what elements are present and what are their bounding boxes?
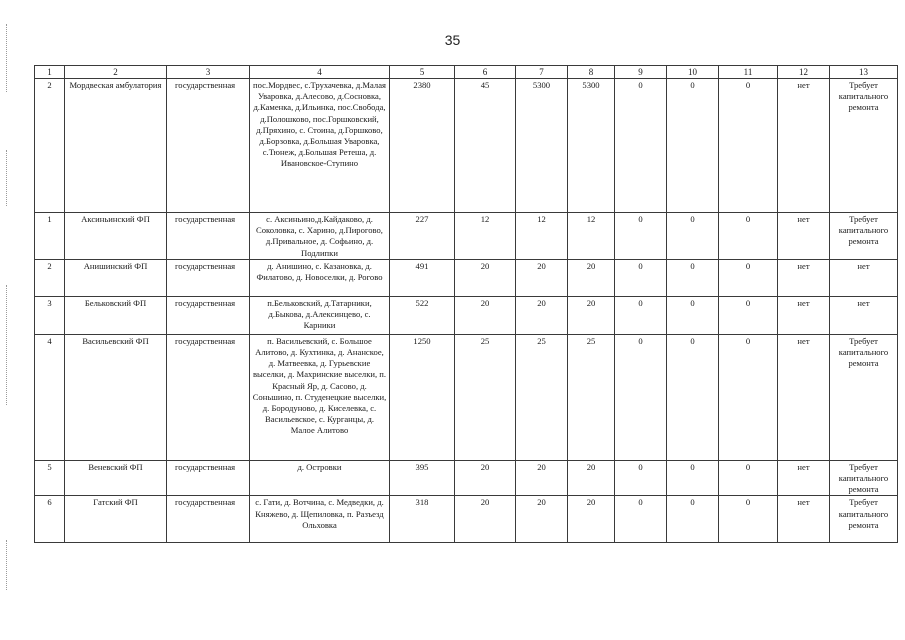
cell-value: 0 xyxy=(719,259,778,296)
cell-value: 0 xyxy=(615,460,667,496)
cell-value: 0 xyxy=(719,296,778,334)
cell-value: 0 xyxy=(615,79,667,213)
cell-value: 0 xyxy=(667,296,719,334)
column-number: 12 xyxy=(778,66,830,79)
row-index: 5 xyxy=(35,460,65,496)
ownership: государственная xyxy=(167,496,250,543)
cell-value: 20 xyxy=(455,460,516,496)
cell-value: 0 xyxy=(719,460,778,496)
settlements: с. Аксиньино,д.Кайдаково, д. Соколовка, с. Харино, д.Пирогово, д.Привальное, д. Софьино, д. Подлипки xyxy=(250,213,390,260)
column-number: 4 xyxy=(250,66,390,79)
table-row xyxy=(35,460,898,496)
cell-value: нет xyxy=(778,460,830,496)
cell-value: 20 xyxy=(568,259,615,296)
settlements: д. Анишино, с. Казановка, д. Филатово, д. Новоселки, д. Рогово xyxy=(250,259,390,296)
column-number-row xyxy=(35,66,898,79)
cell-value: 1250 xyxy=(390,334,455,460)
cell-value: 522 xyxy=(390,296,455,334)
cell-value: нет xyxy=(778,334,830,460)
margin-dotted-line xyxy=(6,150,8,206)
cell-value: 0 xyxy=(667,460,719,496)
row-index: 3 xyxy=(35,296,65,334)
cell-value: 0 xyxy=(615,259,667,296)
margin-dotted-line xyxy=(6,540,8,590)
table-row xyxy=(35,79,898,213)
cell-value: 20 xyxy=(455,259,516,296)
condition: нет xyxy=(830,296,898,334)
settlements: п.Бельковский, д.Татарники, д.Быкова, д.Алексинцево, с. Карники xyxy=(250,296,390,334)
settlements: п. Васильевский, с. Большое Алитово, д. Кухтинка, д. Ананское, д. Матвеевка, д. Гурьевские выселки, д. Махринские выселки, п. Красный Яр, д. Сасово, д. Соньшино, п. Студенецкие выселки, д. Бородуново, д. Киселевка, с. Васильевское, с. Курганцы, д. Малое Алитово xyxy=(250,334,390,460)
table-row xyxy=(35,334,898,460)
table-row xyxy=(35,496,898,543)
cell-value: нет xyxy=(778,259,830,296)
cell-value: 20 xyxy=(516,296,568,334)
cell-value: 0 xyxy=(615,334,667,460)
row-index: 2 xyxy=(35,79,65,213)
table-row xyxy=(35,259,898,296)
condition: Требует капитального ремонта xyxy=(830,460,898,496)
cell-value: 0 xyxy=(667,334,719,460)
cell-value: 12 xyxy=(568,213,615,260)
cell-value: 5300 xyxy=(568,79,615,213)
cell-value: 0 xyxy=(615,213,667,260)
cell-value: 20 xyxy=(455,496,516,543)
margin-dotted-line xyxy=(6,24,8,92)
cell-value: 0 xyxy=(667,259,719,296)
facility-name: Веневский ФП xyxy=(65,460,167,496)
column-number: 6 xyxy=(455,66,516,79)
ownership: государственная xyxy=(167,296,250,334)
settlements: д. Островки xyxy=(250,460,390,496)
facility-name: Гатский ФП xyxy=(65,496,167,543)
row-index: 1 xyxy=(35,213,65,260)
column-number: 8 xyxy=(568,66,615,79)
column-number: 2 xyxy=(65,66,167,79)
ownership: государственная xyxy=(167,213,250,260)
cell-value: 227 xyxy=(390,213,455,260)
cell-value: 45 xyxy=(455,79,516,213)
cell-value: 2380 xyxy=(390,79,455,213)
cell-value: 0 xyxy=(615,296,667,334)
cell-value: 0 xyxy=(719,496,778,543)
table-row xyxy=(35,213,898,260)
cell-value: 12 xyxy=(516,213,568,260)
cell-value: 0 xyxy=(667,79,719,213)
cell-value: 0 xyxy=(667,213,719,260)
column-number: 9 xyxy=(615,66,667,79)
cell-value: 20 xyxy=(516,496,568,543)
facilities-table xyxy=(34,65,898,543)
column-number: 7 xyxy=(516,66,568,79)
cell-value: 0 xyxy=(615,496,667,543)
condition: Требует капитального ремонта xyxy=(830,213,898,260)
facility-name: Мордвеская амбулатория xyxy=(65,79,167,213)
condition: Требует капитального ремонта xyxy=(830,79,898,213)
cell-value: 0 xyxy=(719,334,778,460)
settlements: пос.Мордвес, с.Трухачевка, д.Малая Уваровка, д.Алесово, д.Сосновка, д.Каменка, д.Ильинка, пос.Свобода, д.Полошково, пос.Горшковский, д.Пряхино, с. Стоина, д.Горшково, д.Борзовка, д.Большая Уваровка, с.Тюнеж, д.Большая Ретеша, д. Ивановское-Ступино xyxy=(250,79,390,213)
cell-value: нет xyxy=(778,496,830,543)
page-number: 35 xyxy=(444,32,461,48)
ownership: государственная xyxy=(167,334,250,460)
column-number: 10 xyxy=(667,66,719,79)
cell-value: 20 xyxy=(568,496,615,543)
cell-value: 0 xyxy=(719,79,778,213)
row-index: 6 xyxy=(35,496,65,543)
cell-value: 0 xyxy=(667,496,719,543)
cell-value: 20 xyxy=(516,259,568,296)
condition: нет xyxy=(830,259,898,296)
cell-value: 25 xyxy=(455,334,516,460)
cell-value: 25 xyxy=(516,334,568,460)
cell-value: нет xyxy=(778,79,830,213)
facility-name: Бельковский ФП xyxy=(65,296,167,334)
row-index: 2 xyxy=(35,259,65,296)
cell-value: 12 xyxy=(455,213,516,260)
margin-dotted-line xyxy=(6,285,8,405)
cell-value: 20 xyxy=(516,460,568,496)
ownership: государственная xyxy=(167,259,250,296)
facility-name: Анишинский ФП xyxy=(65,259,167,296)
condition: Требует капитального ремонта xyxy=(830,334,898,460)
ownership: государственная xyxy=(167,460,250,496)
ownership: государственная xyxy=(167,79,250,213)
settlements: с. Гати, д. Вотчина, с. Медведки, д. Княжево, д. Щепиловка, п. Разъезд Ольховка xyxy=(250,496,390,543)
column-number: 5 xyxy=(390,66,455,79)
facility-name: Аксиньинский ФП xyxy=(65,213,167,260)
column-number: 1 xyxy=(35,66,65,79)
cell-value: 20 xyxy=(568,460,615,496)
facility-name: Васильевский ФП xyxy=(65,334,167,460)
cell-value: 0 xyxy=(719,213,778,260)
row-index: 4 xyxy=(35,334,65,460)
cell-value: 20 xyxy=(455,296,516,334)
column-number: 11 xyxy=(719,66,778,79)
cell-value: нет xyxy=(778,296,830,334)
cell-value: 318 xyxy=(390,496,455,543)
cell-value: нет xyxy=(778,213,830,260)
table-row xyxy=(35,296,898,334)
cell-value: 491 xyxy=(390,259,455,296)
cell-value: 395 xyxy=(390,460,455,496)
condition: Требует капитального ремонта xyxy=(830,496,898,543)
cell-value: 20 xyxy=(568,296,615,334)
cell-value: 5300 xyxy=(516,79,568,213)
cell-value: 25 xyxy=(568,334,615,460)
column-number: 3 xyxy=(167,66,250,79)
column-number: 13 xyxy=(830,66,898,79)
